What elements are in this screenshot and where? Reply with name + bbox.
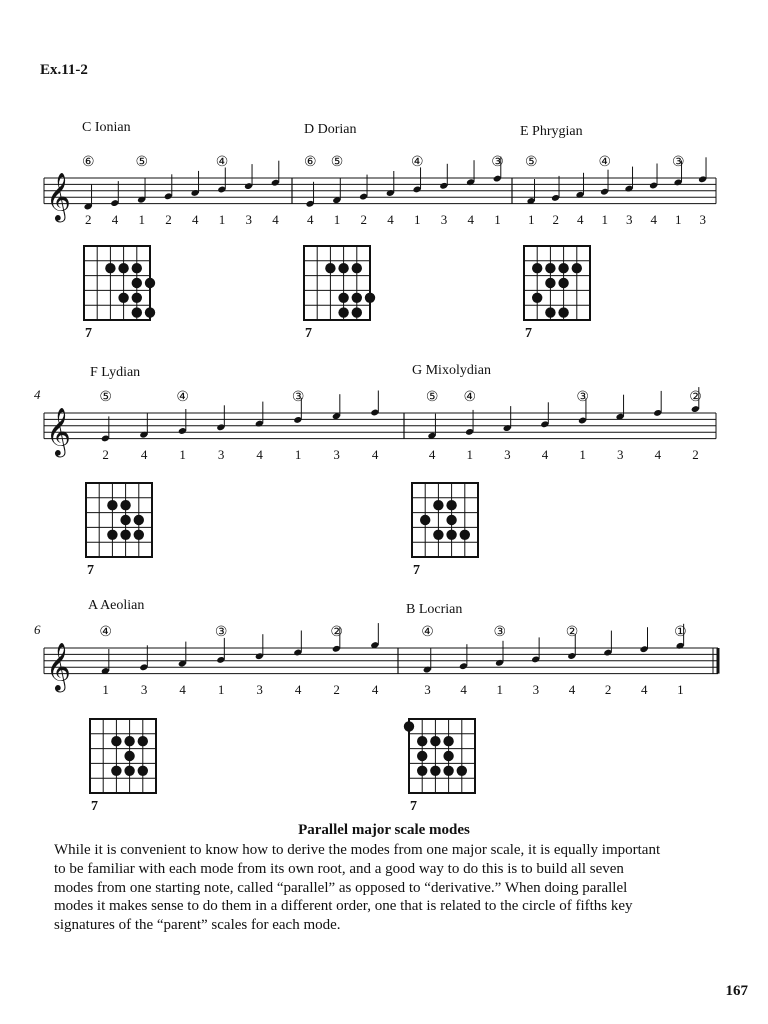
finger-dot (134, 530, 144, 540)
paragraph-line: signatures of the “parent” scales for each mode. (54, 917, 341, 934)
fingering-number: 4 (650, 212, 658, 227)
finger-dot (107, 530, 117, 540)
mode-name: E Phrygian (520, 124, 583, 139)
finger-dot (430, 736, 440, 746)
mode-name: D Dorian (304, 122, 357, 137)
fingering-number: 2 (360, 212, 368, 227)
fingering-number: 4 (307, 212, 314, 227)
mode-name: F Lydian (90, 365, 141, 380)
finger-dot (338, 307, 348, 317)
fingering-number: 1 (675, 212, 682, 227)
fingering-number: 3 (504, 447, 511, 462)
fingering-number: 4 (371, 447, 379, 462)
string-number-icon: ③ (491, 155, 504, 170)
string-number-icon: ③ (576, 390, 589, 405)
finger-dot (558, 307, 568, 317)
finger-dot (145, 278, 155, 288)
finger-dot (120, 515, 130, 525)
finger-dot (558, 278, 568, 288)
string-number-icon: ④ (176, 390, 189, 405)
fingering-number: 4 (428, 447, 436, 462)
string-number-icon: ④ (99, 625, 112, 640)
fingering-number: 1 (601, 212, 609, 227)
fingering-number: 2 (333, 682, 340, 697)
paragraph-line: to be familiar with each mode from its own root, and a good way to do this is to build all seven (54, 860, 624, 877)
finger-dot (446, 500, 456, 510)
fretboard-diagram (80, 477, 170, 577)
fingering-number: 3 (140, 682, 148, 697)
fretboard-diagram (403, 713, 493, 813)
mode-name: C Ionian (82, 120, 131, 135)
string-number-icon: ④ (463, 390, 477, 405)
string-number-icon: ⑤ (425, 390, 439, 405)
finger-dot (105, 263, 115, 273)
finger-dot (132, 307, 142, 317)
string-number-icon: ⑤ (99, 390, 112, 405)
fingering-number: 4 (111, 212, 119, 227)
fingering-number: 3 (699, 212, 707, 227)
string-number-icon: ② (330, 625, 343, 640)
fingering-number: 1 (102, 682, 109, 697)
finger-dot (417, 736, 427, 746)
finger-dot (545, 263, 555, 273)
fingering-number: 4 (568, 682, 576, 697)
mode-name: B Locrian (406, 602, 463, 617)
finger-dot (120, 500, 130, 510)
fingering-number: 3 (626, 212, 633, 227)
fingering-number: 4 (577, 212, 584, 227)
string-number-icon: ⑤ (330, 155, 344, 170)
fingering-number: 1 (579, 447, 586, 462)
finger-dot (352, 293, 362, 303)
finger-dot (132, 263, 142, 273)
fret-number: 7 (413, 563, 420, 577)
finger-dot (365, 293, 375, 303)
fingering-number: 4 (371, 682, 379, 697)
finger-dot (457, 766, 467, 776)
fret-number: 7 (87, 563, 94, 577)
paragraph-line: modes it makes sense to do them in a different order, one that is related to the circle of fifths key (54, 898, 633, 915)
string-number-icon: ③ (672, 155, 685, 170)
staff-system-2 (0, 385, 768, 465)
string-number-icon: ④ (421, 625, 434, 640)
finger-dot (352, 263, 362, 273)
fret-number: 7 (85, 326, 92, 340)
paragraph-line: modes from one starting note, called “parallel” as opposed to “derivative.” When doing parallel (54, 879, 628, 896)
string-number-icon: ⑤ (135, 155, 149, 170)
fingering-number: 1 (179, 447, 186, 462)
fingering-number: 4 (140, 447, 148, 462)
treble-clef-icon: 𝄞 (46, 409, 71, 456)
finger-dot (417, 751, 427, 761)
finger-dot (433, 530, 443, 540)
finger-dot (145, 307, 155, 317)
finger-dot (404, 721, 414, 731)
body-paragraph (54, 841, 722, 935)
finger-dot (132, 293, 142, 303)
finger-dot (124, 736, 134, 746)
fingering-number: 4 (467, 212, 475, 227)
finger-dot (138, 736, 148, 746)
finger-dot (460, 530, 470, 540)
fingering-number: 4 (272, 212, 279, 227)
finger-dot (138, 766, 148, 776)
finger-dot (111, 766, 121, 776)
measure-number: 4 (34, 387, 41, 402)
fingering-number: 4 (641, 682, 648, 697)
fret-number: 7 (525, 326, 532, 340)
paragraph-line: While it is convenient to know how to derive the modes from one major scale, it is equally important (54, 842, 661, 858)
finger-dot (124, 751, 134, 761)
string-number-icon: ④ (215, 155, 229, 170)
string-number-icon: ④ (411, 155, 424, 170)
fingering-number: 3 (424, 682, 431, 697)
measure-number: 6 (34, 622, 41, 637)
string-number-icon: ③ (291, 390, 305, 405)
fingering-number: 4 (387, 212, 394, 227)
fingering-number: 1 (496, 682, 504, 697)
fretboard-diagram (78, 240, 168, 340)
section-title: Parallel major scale modes (298, 822, 470, 838)
treble-clef-icon: 𝄞 (46, 644, 71, 691)
fingering-number: 4 (256, 447, 263, 462)
finger-dot (545, 307, 555, 317)
fingering-number: 1 (218, 212, 226, 227)
fingering-number: 1 (466, 447, 474, 462)
fingering-number: 2 (552, 212, 560, 227)
string-number-icon: ③ (493, 625, 507, 640)
fingering-number: 4 (179, 682, 186, 697)
fingering-number: 3 (217, 447, 225, 462)
fingering-number: 3 (440, 212, 448, 227)
finger-dot (532, 263, 542, 273)
fingering-number: 4 (654, 447, 662, 462)
staff-system-1 (0, 150, 768, 230)
fret-number: 7 (305, 326, 312, 340)
fingering-number: 1 (138, 212, 146, 227)
fretboard-diagram (84, 713, 174, 813)
finger-dot (446, 515, 456, 525)
string-number-icon: ② (565, 625, 579, 640)
fingering-number: 4 (192, 212, 199, 227)
string-number-icon: ⑤ (525, 155, 538, 170)
fingering-number: 1 (528, 212, 535, 227)
finger-dot (420, 515, 430, 525)
fingering-number: 3 (333, 447, 340, 462)
fingering-number: 4 (460, 682, 467, 697)
finger-dot (338, 293, 348, 303)
fingering-number: 2 (165, 212, 172, 227)
finger-dot (132, 278, 142, 288)
finger-dot (433, 500, 443, 510)
finger-dot (118, 293, 128, 303)
string-number-icon: ④ (598, 155, 612, 170)
fingering-number: 1 (494, 212, 501, 227)
fingering-number: 2 (692, 447, 699, 462)
finger-dot (417, 766, 427, 776)
fretboard-diagram (406, 477, 496, 577)
fingering-number: 3 (245, 212, 253, 227)
finger-dot (558, 263, 568, 273)
string-number-icon: ③ (214, 625, 228, 640)
fingering-number: 1 (414, 212, 421, 227)
finger-dot (352, 307, 362, 317)
fingering-number: 4 (541, 447, 549, 462)
treble-clef-icon: 𝄞 (46, 174, 71, 221)
fingering-number: 2 (85, 212, 92, 227)
finger-dot (124, 766, 134, 776)
fretboard-diagram (518, 240, 608, 340)
finger-dot (545, 278, 555, 288)
example-label: Ex.11-2 (40, 62, 88, 78)
mode-name: G Mixolydian (412, 363, 491, 378)
string-number-icon: ⑥ (304, 155, 317, 170)
string-number-icon: ⑥ (82, 155, 95, 170)
finger-dot (338, 263, 348, 273)
finger-dot (325, 263, 335, 273)
fingering-number: 1 (217, 682, 225, 697)
finger-dot (443, 736, 453, 746)
fingering-number: 3 (532, 682, 540, 697)
fret-number: 7 (91, 799, 98, 813)
page-number: 167 (725, 983, 748, 999)
fingering-number: 2 (102, 447, 109, 462)
finger-dot (430, 766, 440, 776)
finger-dot (118, 263, 128, 273)
string-number-icon: ② (689, 390, 702, 405)
string-number-icon: ① (674, 625, 687, 640)
fretboard-diagram (298, 240, 388, 340)
finger-dot (572, 263, 582, 273)
finger-dot (532, 293, 542, 303)
fingering-number: 3 (617, 447, 624, 462)
fingering-number: 2 (604, 682, 612, 697)
mode-name: A Aeolian (88, 598, 145, 613)
finger-dot (111, 736, 121, 746)
fingering-number: 1 (333, 212, 341, 227)
finger-dot (443, 766, 453, 776)
fingering-number: 1 (294, 447, 302, 462)
finger-dot (134, 515, 144, 525)
finger-dot (120, 530, 130, 540)
staff-system-3 (0, 620, 768, 700)
finger-dot (107, 500, 117, 510)
finger-dot (443, 751, 453, 761)
fingering-number: 3 (256, 682, 263, 697)
finger-dot (446, 530, 456, 540)
fingering-number: 4 (294, 682, 302, 697)
fret-number: 7 (410, 799, 417, 813)
fingering-number: 1 (677, 682, 684, 697)
